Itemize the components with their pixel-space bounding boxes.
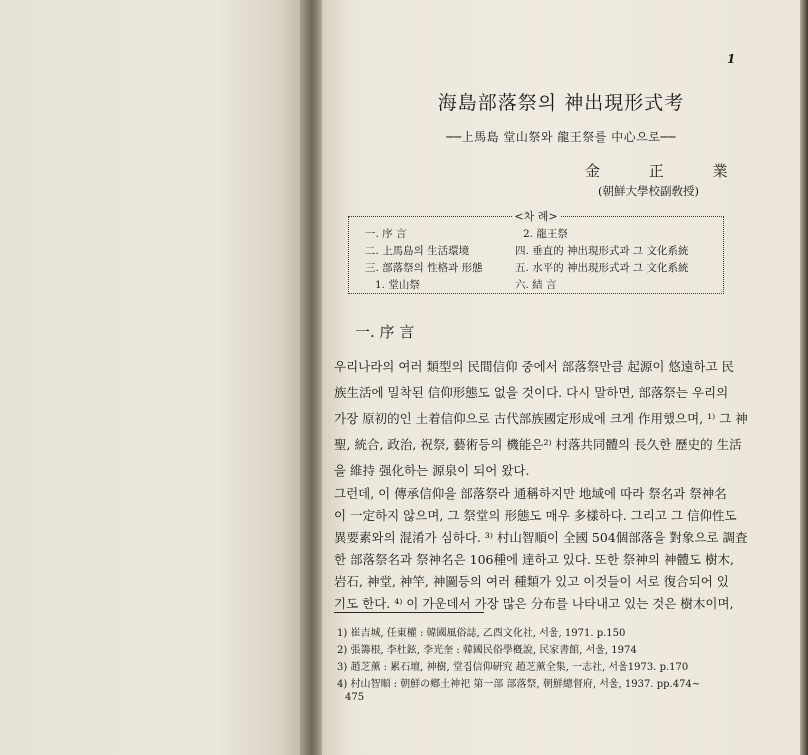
toc-item: 三. 部落祭의 性格과 形態 (365, 262, 483, 274)
toc-item: 四. 垂直的 神出現形式과 그 文化系統 (515, 245, 689, 257)
body-line: 우리나라의 여러 類型의 民間信仰 중에서 部落祭만큼 起源이 悠遠하고 民 (334, 359, 734, 374)
toc-item: 六. 結 言 (515, 279, 557, 291)
body-line: 岩石, 神堂, 神竿, 神圖등의 여러 種類가 있고 이것들이 서로 復合되어 있 (334, 574, 729, 589)
body-line: 가장 原初的인 土着信仰으로 古代部族國定形成에 크게 作用했으며, ¹⁾ 그 神 (334, 411, 748, 426)
page-number: 1 (727, 52, 736, 66)
body-line: 기도 한다. ⁴⁾ 이 가운데서 가장 많은 分布를 나타내고 있는 것은 樹木이며, (334, 596, 734, 611)
left-blank-page (0, 0, 306, 755)
toc-item: 五. 水平的 神出現形式과 그 文化系統 (515, 262, 689, 274)
body-line: 이 一定하지 않으며, 그 祭堂의 形態도 매우 多樣하다. 그리고 그 信仰性도 (334, 508, 737, 523)
footnote: 2) 張籌根, 李杜鉉, 李光奎 : 韓國民俗學槪說, 民家書館, 서울, 1974 (337, 645, 637, 656)
body-line: 한 部落祭名과 祭神名은 106種에 達하고 있다. 또한 祭神의 神體도 樹木, (334, 552, 734, 567)
article-subtitle: ──上馬島 堂山祭와 龍王祭를 中心으로── (446, 130, 676, 144)
body-line: 異要素와의 混淆가 심하다. ³⁾ 村山智順이 全國 504個部落을 對象으로 調査 (334, 530, 748, 545)
toc-item: 二. 上馬島의 生活環境 (365, 245, 470, 257)
footnote-rule (334, 612, 484, 613)
toc-heading: <차 례> (514, 210, 558, 223)
section-heading: 一. 序 言 (355, 323, 415, 341)
author-name: 金 正 業 (585, 162, 750, 180)
page-edge (800, 0, 808, 755)
body-line: 그런데, 이 傳承信仰을 部落祭라 通稱하지만 地域에 따라 祭名과 祭神名 (334, 486, 727, 501)
body-line: 聖, 統合, 政治, 祝祭, 藝術등의 機能은²⁾ 村落共同體의 長久한 歷史的 生活 (334, 437, 742, 452)
table-of-contents (348, 210, 724, 294)
footnote: 1) 崔吉城, 任東權 : 韓國風俗誌, 乙酉文化社, 서울, 1971. p.150 (337, 628, 626, 639)
body-line: 族生活에 밀착된 信仰形態도 없을 것이다. 다시 말하면, 部落祭는 우리의 (334, 385, 729, 400)
footnote: 3) 趙芝薰 : 累石壇, 神樹, 堂집信仰硏究 趙芝薰全集, 一志社, 서울1973. p.170 (337, 662, 689, 673)
body-line: 을 維持 强化하는 源泉이 되어 왔다. (334, 463, 530, 478)
footnote: 4) 村山智順 : 朝鮮の鄕土神祀 第一部 部落祭, 朝鮮總督府, 서울, 1937. pp.474~ (337, 679, 701, 690)
toc-item: 2. 龍王祭 (523, 228, 568, 240)
footnote-continuation: 475 (345, 692, 365, 703)
article-title: 海島部落祭의 神出現形式考 (437, 92, 685, 114)
toc-item: 1. 堂山祭 (375, 279, 420, 291)
toc-item: 一. 序 言 (365, 228, 407, 240)
author-affiliation: (朝鮮大學校副敎授) (598, 184, 699, 198)
